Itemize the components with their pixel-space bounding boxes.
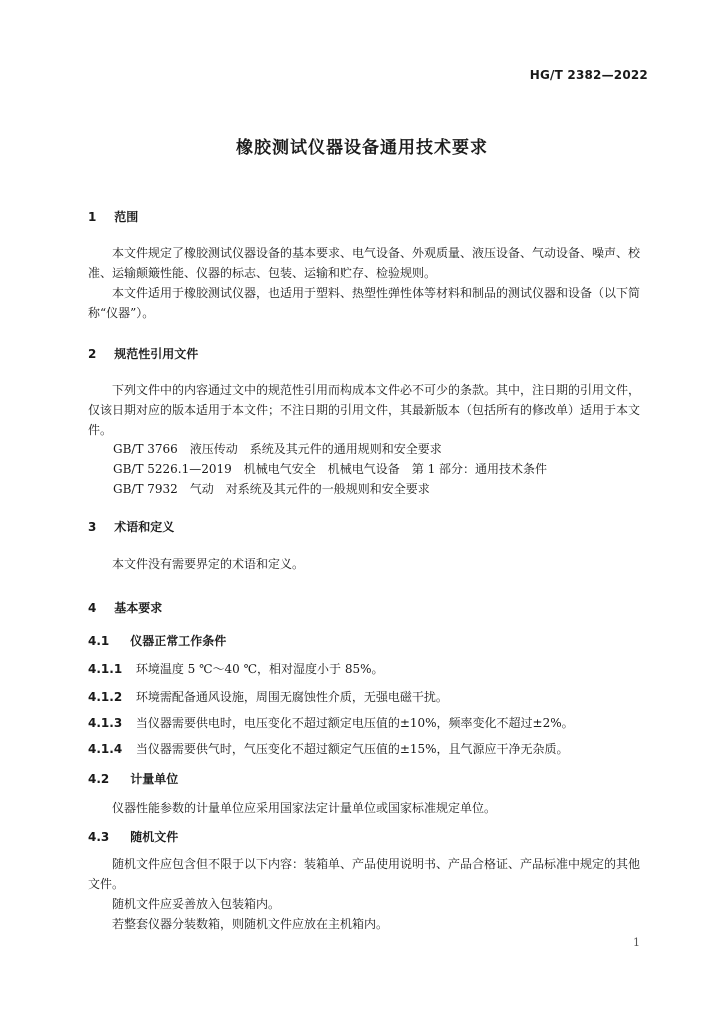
section-3-heading bbox=[88, 518, 174, 535]
paragraph: 随机文件应包含但不限于以下内容：装箱单、产品使用说明书、产品合格证、产品标准中规定的其他文件。 bbox=[88, 857, 641, 891]
paragraph: 仪器性能参数的计量单位应采用国家法定计量单位或国家标准规定单位。 bbox=[112, 801, 497, 815]
subsection-number: 4.2 bbox=[88, 772, 110, 786]
paragraph: 随机文件应妥善放入包装箱内。 bbox=[112, 897, 281, 911]
reference-item: GB/T 5226.1—2019 机械电气安全 机械电气设备 第 1 部分：通用技术条件 bbox=[113, 462, 548, 476]
subsection-title: 随机文件 bbox=[130, 830, 179, 844]
clause-4-1-3 bbox=[88, 714, 574, 731]
subsection-4-3-heading bbox=[88, 828, 178, 845]
clause-text: 环境温度 5 ℃～40 ℃，相对湿度小于 85%。 bbox=[135, 662, 384, 676]
section-2-heading bbox=[88, 345, 198, 362]
clause-number: 4.1.4 bbox=[88, 742, 123, 756]
section-number: 3 bbox=[88, 520, 97, 534]
clause-number: 4.1.1 bbox=[88, 662, 123, 676]
subsection-number: 4.1 bbox=[88, 634, 110, 648]
section-1-heading bbox=[88, 208, 138, 225]
subsection-title: 仪器正常工作条件 bbox=[130, 634, 227, 648]
clause-number: 4.1.2 bbox=[88, 690, 123, 704]
paragraph: 本文件规定了橡胶测试仪器设备的基本要求、电气设备、外观质量、液压设备、气动设备、噪声、校准、运输颠簸性能、仪器的标志、包装、运输和贮存、检验规则。 bbox=[88, 246, 641, 280]
section-title: 范围 bbox=[114, 210, 139, 224]
section-number: 4 bbox=[88, 601, 97, 615]
subsection-4-1-heading bbox=[88, 632, 226, 649]
paragraph: 下列文件中的内容通过文中的规范性引用而构成本文件必不可少的条款。其中，注日期的引用文件，仅该日期对应的版本适用于本文件；不注日期的引用文件，其最新版本（包括所有的修改单）适用于本文件。 bbox=[88, 383, 641, 437]
section-number: 1 bbox=[88, 210, 97, 224]
clause-4-1-2 bbox=[88, 688, 448, 705]
page-number: 1 bbox=[633, 936, 640, 949]
clause-number: 4.1.3 bbox=[88, 716, 123, 730]
paragraph: 若整套仪器分装数箱，则随机文件应放在主机箱内。 bbox=[112, 917, 389, 931]
reference-item: GB/T 3766 液压传动 系统及其元件的通用规则和安全要求 bbox=[113, 442, 442, 456]
clause-4-1-1 bbox=[88, 660, 384, 677]
reference-item: GB/T 7932 气动 对系统及其元件的一般规则和安全要求 bbox=[113, 482, 430, 496]
subsection-number: 4.3 bbox=[88, 830, 110, 844]
clause-text: 环境需配备通风设施，周围无腐蚀性介质，无强电磁干扰。 bbox=[135, 690, 448, 704]
section-title: 基本要求 bbox=[114, 601, 163, 615]
section-number: 2 bbox=[88, 347, 97, 361]
paragraph: 本文件没有需要界定的术语和定义。 bbox=[112, 557, 305, 571]
clause-text: 当仪器需要供电时，电压变化不超过额定电压值的±10%，频率变化不超过±2%。 bbox=[135, 716, 574, 730]
subsection-title: 计量单位 bbox=[130, 772, 179, 786]
section-title: 术语和定义 bbox=[114, 520, 175, 534]
subsection-4-2-heading bbox=[88, 770, 178, 787]
clause-4-1-4 bbox=[88, 740, 569, 757]
paragraph: 本文件适用于橡胶测试仪器，也适用于塑料、热塑性弹性体等材料和制品的测试仪器和设备（以下简称“仪器”）。 bbox=[88, 286, 641, 320]
section-title: 规范性引用文件 bbox=[114, 347, 199, 361]
section-4-heading bbox=[88, 599, 162, 616]
clause-text: 当仪器需要供气时，气压变化不超过额定气压值的±15%，且气源应干净无杂质。 bbox=[135, 742, 569, 756]
document-title: 橡胶测试仪器设备通用技术要求 bbox=[236, 138, 488, 158]
standard-code: HG/T 2382—2022 bbox=[529, 68, 648, 82]
